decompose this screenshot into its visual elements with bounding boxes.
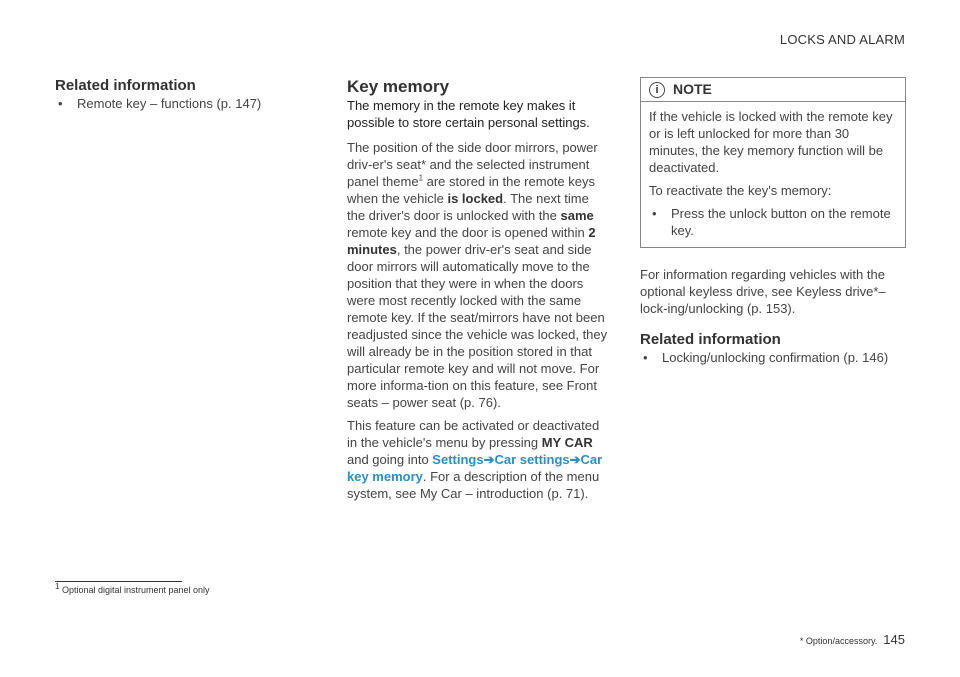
note-paragraph-1: If the vehicle is locked with the remote key or is left unlocked for more than 30 minutes, the key memory function will be deactivated.: [649, 109, 893, 175]
note-bullet-text: Press the unlock button on the remote key.: [671, 206, 891, 238]
p1-text-d: remote key and the door is opened within: [347, 225, 589, 240]
menu-car-settings: Car settings: [494, 452, 570, 467]
footnote-ref: 1: [418, 173, 424, 183]
my-car-label: MY CAR: [541, 435, 593, 450]
p2-text-b: and going into: [347, 452, 433, 467]
note-title: NOTE: [673, 81, 712, 97]
p2-text-c: . For a description of the menu system, see My Car – introduction (p. 71).: [347, 469, 600, 501]
note-body: [641, 102, 905, 247]
related-link-locking-confirmation[interactable]: Locking/unlocking confirmation (p. 146): [662, 350, 889, 365]
related-information-heading: Related information: [640, 331, 781, 348]
note-box: [640, 77, 906, 248]
footnote-number: 1: [55, 582, 60, 591]
lead-paragraph: The memory in the remote key makes it possible to store certain personal settings.: [347, 98, 590, 130]
right-column: [640, 77, 906, 366]
footnote-divider: [55, 581, 182, 582]
bullet-icon: •: [643, 350, 648, 365]
left-column: [55, 77, 310, 112]
p1-text-e: , the power driv-er's seat and side door mirrors will automatically move to the position that they were in when the doors were most recently locked with the same remote key. If the seat/mirrors have not been readjusted since the vehicle was locked, they will already be in the position stored in that particular remote key and will not move. For more informa-tion on this feature, see Front seats – power seat (p. 76).: [347, 242, 608, 410]
note-header: [641, 78, 905, 102]
info-icon: i: [649, 82, 665, 98]
related-item: [640, 349, 906, 366]
arrow-right-icon: ➔: [569, 452, 581, 467]
p1-bold-same: same: [560, 208, 594, 223]
p1-bold-minutes: 2 minutes: [347, 225, 596, 257]
body-paragraph-2: [347, 417, 610, 502]
option-note: * Option/accessory.: [799, 636, 878, 646]
page-footer: [800, 632, 905, 647]
running-header: LOCKS AND ALARM: [779, 32, 905, 47]
section-title: Key memory: [347, 77, 450, 96]
related-item: [55, 95, 310, 112]
note-bullet-item: [649, 205, 895, 239]
related-link-remote-key[interactable]: Remote key – functions (p. 147): [77, 96, 262, 111]
keyless-paragraph: For information regarding vehicles with the optional keyless drive, see Keyless drive*– lock-ing/unlocking (p. 153).: [640, 267, 886, 316]
bullet-icon: •: [58, 96, 63, 111]
footnote: [55, 582, 210, 595]
menu-car-key-memory: Car key memory: [347, 452, 603, 484]
p1-text-a: The position of the side door mirrors, power driv-er's seat* and the selected instrument panel theme: [347, 140, 598, 189]
note-paragraph-2: To reactivate the key's memory:: [649, 183, 832, 198]
p1-bold-locked: is locked: [447, 191, 504, 206]
menu-settings: Settings: [432, 452, 484, 467]
p2-text-a: This feature can be activated or deactivated in the vehicle's menu by pressing: [347, 418, 600, 450]
bullet-icon: •: [652, 206, 657, 221]
page-number: 145: [883, 632, 905, 647]
middle-column: [347, 77, 610, 508]
arrow-right-icon: ➔: [483, 452, 495, 467]
footnote-text: Optional digital instrument panel only: [61, 585, 210, 595]
body-paragraph-1: [347, 139, 610, 411]
related-information-heading: Related information: [55, 77, 196, 94]
p1-text-c: . The next time the driver's door is unlocked with the: [347, 191, 589, 223]
p1-text-b: are stored in the remote keys when the vehicle: [347, 174, 595, 206]
